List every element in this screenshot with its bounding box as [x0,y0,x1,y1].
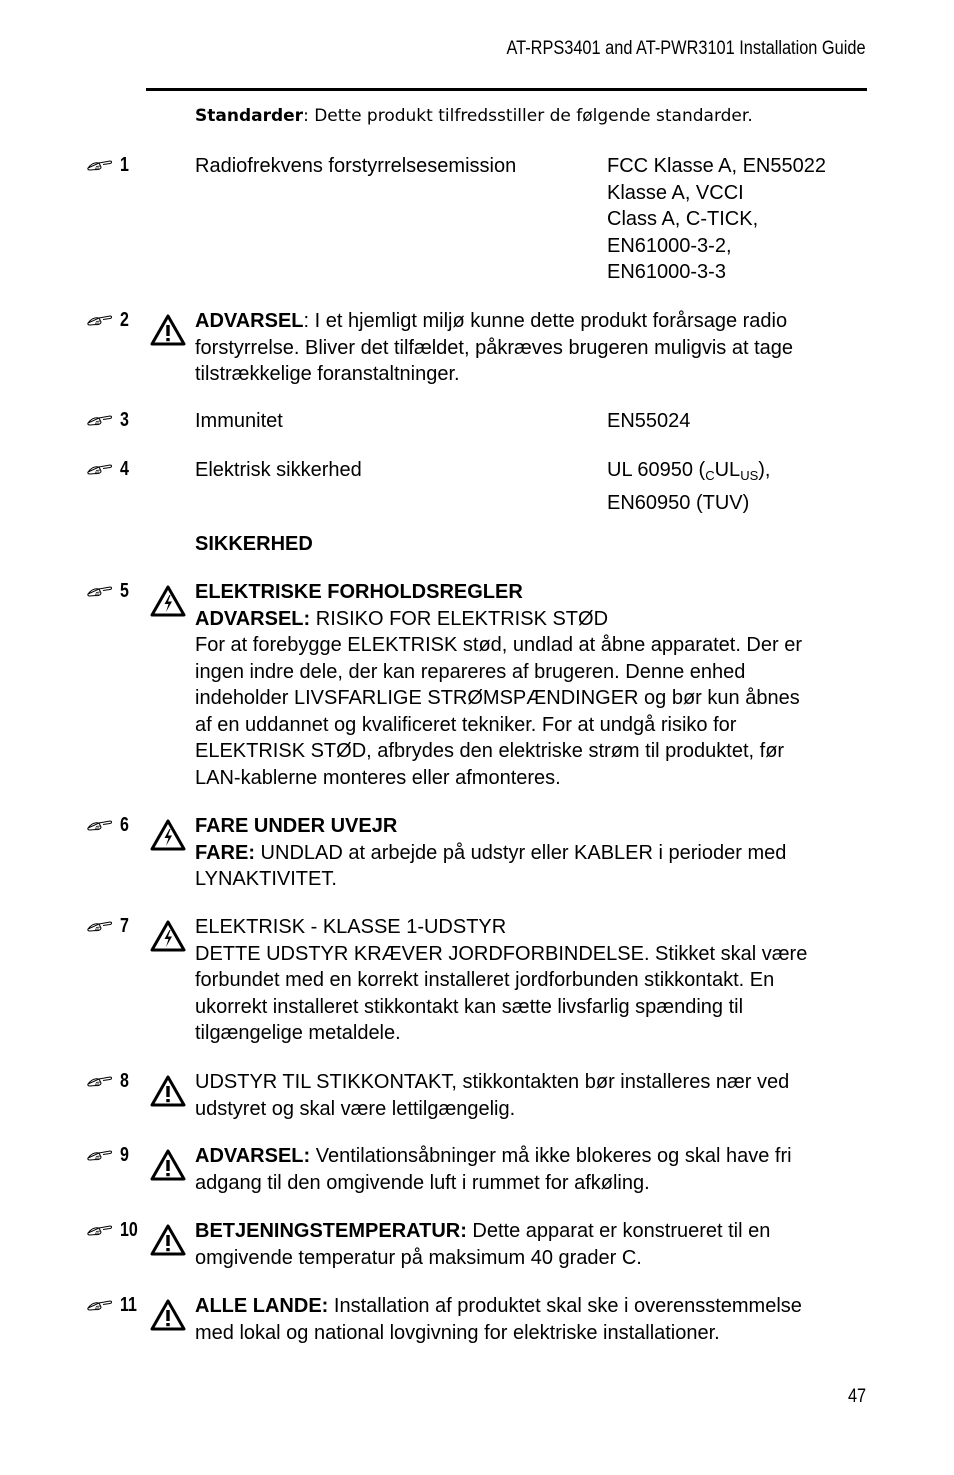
running-header: AT-RPS3401 and AT-PWR3101 Installation Guide [506,38,866,59]
warning-icon [150,1075,186,1107]
warning-icon [150,1299,186,1331]
pointing-hand-icon [86,413,116,427]
text-line: med lokal og national lovgivning for elektriske installationer. [195,1321,720,1344]
item-number: 2 [120,308,129,331]
value-line [607,457,770,490]
item-text [195,1218,865,1271]
pointing-hand-icon [86,1298,116,1312]
text-line: : I et hjemligt miljø kunne dette produkt forårsage radio [303,310,788,332]
item-marker [86,579,131,603]
lead-label: BETJENINGSTEMPERATUR: [195,1220,467,1242]
text-line: indeholder LIVSFARLIGE STRØMSPÆNDINGER og bør kun åbnes [195,687,800,709]
item-text [195,1293,865,1346]
lead-label: ALLE LANDE: [195,1295,329,1317]
pointing-hand-icon [86,158,116,172]
pointing-hand-icon [86,313,116,327]
item-marker [86,1293,141,1317]
item-text [195,813,865,893]
standard-value [607,153,826,286]
standard-label: Radiofrekvens forstyrrelsesemission [195,155,517,177]
item-marker [86,1143,131,1167]
item-heading: ELEKTRISKE FORHOLDSREGLER [195,581,523,603]
item-text [195,1069,865,1122]
text-line: forbundet med en korrekt installeret jordforbunden stikkontakt. En [195,969,775,991]
item-text [195,579,865,791]
item-number: 6 [120,813,129,836]
section-heading: SIKKERHED [195,533,313,555]
text-line: forstyrrelse. Bliver det tilfældet, påkræves brugeren muligvis at tage [195,336,794,359]
item-number: 5 [120,579,129,602]
standard-value [607,408,690,435]
item-number: 9 [120,1143,129,1166]
pointing-hand-icon [86,1074,116,1088]
text-line: adgang til den omgivende luft i rummet for afkøling. [195,1171,650,1194]
item-marker [86,1069,131,1093]
text-line: omgivende temperatur på maksimum 40 grader C. [195,1246,642,1269]
pointing-hand-icon [86,462,116,476]
item-number: 1 [120,153,129,176]
text-line: Dette apparat er konstrueret til en [466,1220,771,1242]
text-line: DETTE UDSTYR KRÆVER JORDFORBINDELSE. Stikket skal være [195,942,808,965]
item-marker [86,914,131,938]
item-text [195,914,865,1047]
item-heading: FARE UNDER UVEJR [195,815,398,837]
lead-label: ADVARSEL: [195,607,311,630]
text-line: tilstrækkelige foranstaltninger. [195,363,460,385]
value-line: EN61000-3-2, [607,234,732,257]
electrical-warning-icon [150,920,186,952]
item-marker [86,457,131,481]
text-line: LYNAKTIVITET. [195,868,337,890]
standard-label: Immunitet [195,410,283,432]
pointing-hand-icon [86,818,116,832]
lead-label: ADVARSEL [195,310,304,332]
text-line: tilgængelige metaldele. [195,1022,401,1044]
text-line: UDSTYR TIL STIKKONTAKT, stikkontakten bør installeres nær ved [195,1071,790,1093]
standards-label: Standarder [195,106,304,126]
lead-label: FARE: [195,841,255,864]
item-number: 11 [120,1293,137,1316]
item-marker [86,308,131,332]
page-number: 47 [847,1386,866,1407]
text-line: RISIKO FOR ELEKTRISK STØD [310,607,609,630]
value-line: Class A, C-TICK, [607,208,759,230]
text-line: ELEKTRISK - KLASSE 1-UDSTYR [195,916,507,938]
item-number: 8 [120,1069,129,1092]
text-line: For at forebygge ELEKTRISK stød, undlad at åbne apparatet. Der er [195,634,803,656]
value-line: Klasse A, VCCI [607,181,744,204]
warning-icon [150,1224,186,1256]
standard-label: Elektrisk sikkerhed [195,459,362,481]
text-line: af en uddannet og kvalificeret tekniker. For at undgå risiko for [195,713,737,736]
item-number: 7 [120,914,129,937]
pointing-hand-icon [86,919,116,933]
electrical-warning-icon [150,585,186,617]
text-line: ingen indre dele, der kan repareres af brugeren. Denne enhed [195,660,746,683]
subscript-us: US [740,468,759,483]
text-line: ELEKTRISK STØD, afbrydes den elektriske strøm til produktet, før [195,740,785,762]
standard-value [607,457,770,516]
standards-intro [195,106,753,126]
item-number: 10 [120,1218,138,1241]
item-number: 3 [120,408,129,431]
text-line: Ventilationsåbninger må ikke blokeres og skal have fri [310,1145,792,1167]
pointing-hand-icon [86,1148,116,1162]
text-line: LAN-kablerne monteres eller afmonteres. [195,766,561,789]
item-marker [86,813,131,837]
value-line: EN55024 [607,410,691,432]
text-line: udstyret og skal være lettilgængelig. [195,1097,516,1120]
item-marker [86,153,131,177]
item-text [195,1143,865,1196]
subscript-c: C [705,468,715,483]
value-text: UL [714,459,741,481]
warning-icon [150,314,186,346]
value-text: UL 60950 ( [607,459,706,481]
value-line: FCC Klasse A, EN55022 [607,155,826,177]
pointing-hand-icon [86,1223,116,1237]
item-marker [86,408,131,432]
item-marker [86,1218,142,1242]
electrical-warning-icon [150,819,186,851]
value-line: EN60950 (TUV) [607,491,750,514]
lead-label: ADVARSEL: [195,1145,311,1167]
text-line: Installation af produktet skal ske i overensstemmelse [328,1295,802,1317]
header-rule [146,88,867,91]
value-text: ), [758,459,771,481]
pointing-hand-icon [86,584,116,598]
standards-text: : Dette produkt tilfredsstiller de følgende standarder. [303,106,753,126]
warning-icon [150,1149,186,1181]
item-number: 4 [120,457,129,480]
item-text [195,308,865,388]
text-line: UNDLAD at arbejde på udstyr eller KABLER i perioder med [255,841,787,864]
text-line: ukorrekt installeret stikkontakt kan sætte livsfarlig spænding til [195,995,744,1018]
value-line: EN61000-3-3 [607,261,726,283]
